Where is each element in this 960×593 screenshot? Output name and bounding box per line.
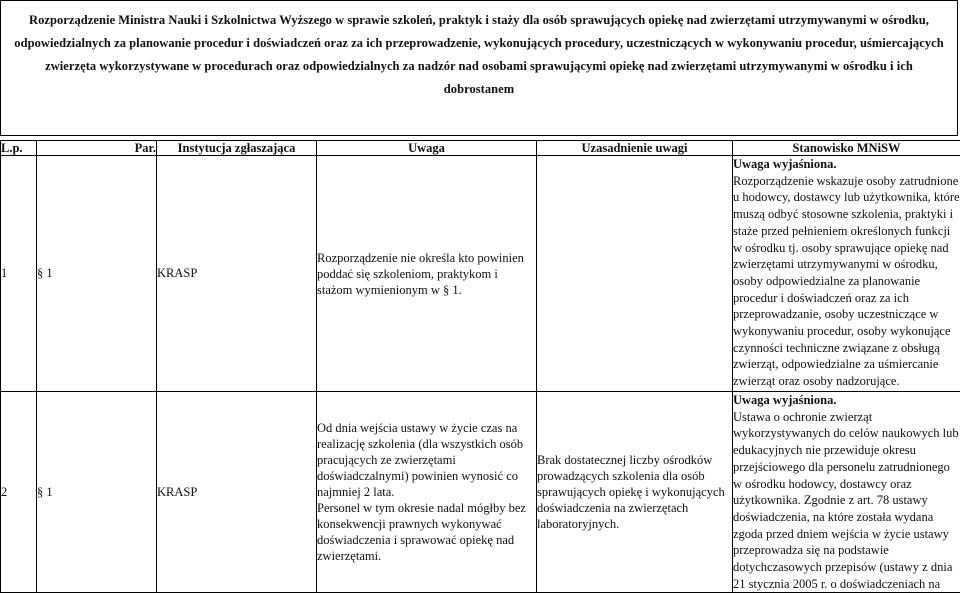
table-row — [1, 392, 960, 593]
stanowisko-heading: Uwaga wyjaśniona. — [733, 156, 960, 173]
row-instytucja: KRASP — [157, 392, 317, 593]
stanowisko-text: Ustawa o ochronie zwierząt wykorzystywanych do celów naukowych lub edukacyjnych nie przewiduje okresu przejściowego dla personelu zatrudnionego w ośrodku hodowcy, dostawcy oraz użytkownika. Zgodnie z art. 78 ustawy doświadczenia, na które została wydana zgoda przed dniem wejścia w życie ustawy przeprowadza się na podstawie dotychczasowych przepisów (ustawy z dnia 21 stycznia 2005 r. o doświadczeniach na — [733, 409, 960, 593]
row-lp: 1 — [1, 156, 37, 392]
row-uwaga — [317, 392, 537, 593]
header-instytucja: Instytucja zgłaszająca — [157, 141, 317, 156]
comments-table — [0, 140, 960, 593]
uwaga-text-2: Personel w tym okresie nadal mógłby bez konsekwencji prawnych wykonywać doświadczenia i sprawować opiekę nad zwierzętami. — [317, 500, 536, 564]
row-uzasadnienie: Brak dostatecznej liczby ośrodków prowadzących szkolenia dla osób sprawujących opiekę i wykonujących doświadczenia na zwierzętach laboratoryjnych. — [537, 392, 733, 593]
row-lp: 2 — [1, 392, 37, 593]
row-uwaga — [317, 156, 537, 392]
uwaga-text: Rozporządzenie nie określa kto powinien poddać się szkoleniom, praktykom i stażom wymienionym w § 1. — [317, 250, 536, 298]
document-title: Rozporządzenie Ministra Nauki i Szkolnictwa Wyższego w sprawie szkoleń, praktyk i staży dla osób sprawujących opiekę nad zwierzętami utrzymywanymi w ośrodku, odpowiedzialnych za planowanie procedur i doświadczeń oraz za ich przeprowadzenie, wykonujących procedury, uczestniczących w wykonywaniu procedur, uśmiercających zwierzęta wykorzystywane w procedurach oraz odpowiedzialnych za nadzór nad osobami sprawującymi opiekę nad zwierzętami utrzymywanymi w ośrodku i ich dobrostanem — [13, 9, 945, 101]
stanowisko-heading: Uwaga wyjaśniona. — [733, 392, 960, 409]
uwaga-text: Od dnia wejścia ustawy w życie czas na realizację szkolenia (dla wszystkich osób pracujących ze zwierzętami doświadczalnymi) powinien wynosić co najmniej 2 lata. — [317, 420, 536, 500]
header-stanowisko: Stanowisko MNiSW — [733, 141, 960, 156]
row-instytucja: KRASP — [157, 156, 317, 392]
table-header-row — [1, 141, 960, 156]
row-uzasadnienie — [537, 156, 733, 392]
header-uwaga: Uwaga — [317, 141, 537, 156]
header-uzasadnienie: Uzasadnienie uwagi — [537, 141, 733, 156]
table-row — [1, 156, 960, 392]
stanowisko-text: Rozporządzenie wskazuje osoby zatrudnione u hodowcy, dostawcy lub użytkownika, które muszą odbyć stosowne szkolenia, praktyki i staże przed pełnieniem określonych funkcji w ośrodku tj. osoby sprawujące opiekę nad zwierzętami utrzymywanymi w ośrodku, osoby odpowiedzialne za planowanie procedur i doświadczeń oraz za ich przeprowadzanie, osoby uczestniczące w wykonywaniu procedur, osoby wykonujące czynności techniczne związane z obsługą zwierząt, odpowiedzialne za uśmiercanie zwierząt oraz osoby nadzorujące. — [733, 173, 960, 390]
row-par: § 1 — [37, 156, 157, 392]
row-stanowisko — [733, 392, 960, 593]
document-title-box — [0, 0, 958, 136]
row-stanowisko — [733, 156, 960, 392]
header-lp: L.p. — [1, 141, 37, 156]
header-par: Par. — [37, 141, 157, 156]
row-par: § 1 — [37, 392, 157, 593]
